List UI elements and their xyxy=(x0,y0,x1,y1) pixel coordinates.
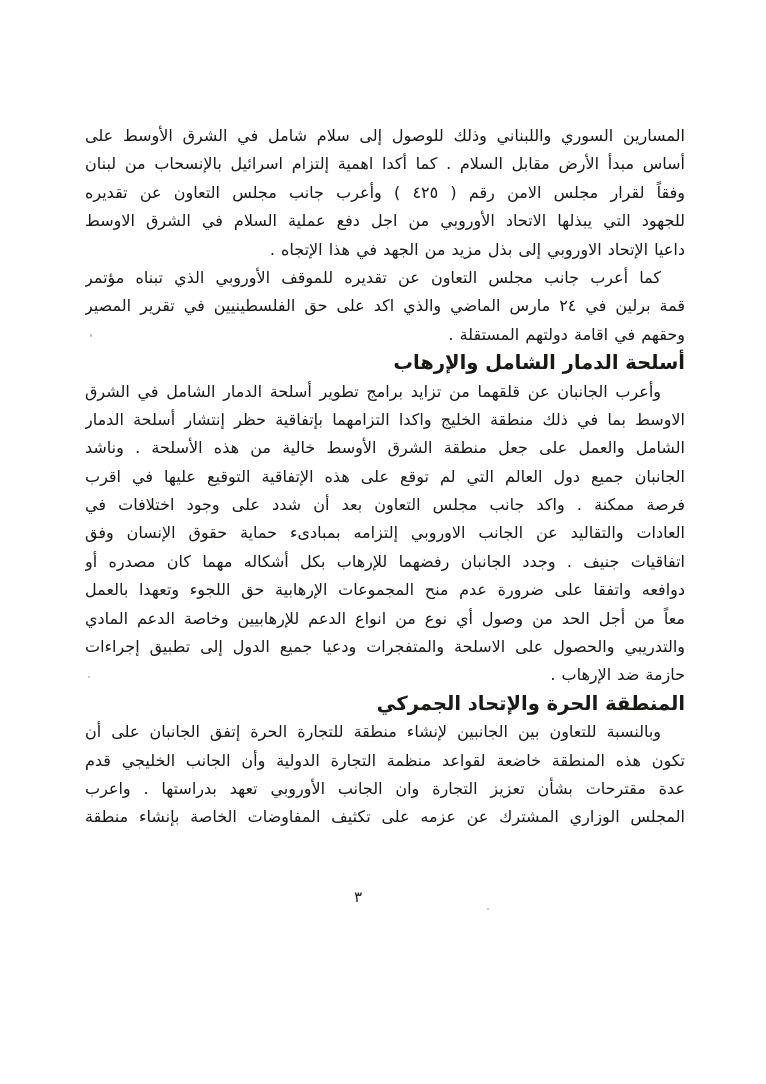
text-line: معاً من أجل الحد من وصول أي نوع من انواع الدعم للإرهابيين وخاصة الدعم المادي xyxy=(85,608,685,628)
text-line: فرصة ممكنة . واكد جانب مجلس التعاون بعد أن شدد على وجود اختلافات في xyxy=(85,495,685,515)
text-line: اتفاقيات جنيف . وجدد الجانبان رفضهما للإرهاب بكل أشكاله مهما كان مصدره أو xyxy=(85,551,685,571)
paragraph xyxy=(85,264,685,349)
text-line: كما أعرب جانب مجلس التعاون عن تقديره للموقف الأوروبي الذي تبناه مؤتمر xyxy=(85,267,661,287)
text-line: الجانبان جميع دول العالم التي لم توقع على هذه الإتفاقية التوقيع عليها في اقرب xyxy=(85,466,685,486)
text-line: حازمة ضد الإرهاب . xyxy=(550,665,685,685)
text-line: وبالنسبة للتعاون بين الجانبين لإنشاء منطقة للتجارة الحرة إتفق الجانبان على أن xyxy=(85,722,661,742)
text-line: وفقاً لقرار مجلس الامن رقم ( ٤٢٥ ) وأعرب جانب مجلس التعاون عن تقديره xyxy=(85,182,685,202)
scan-speck xyxy=(88,676,90,678)
text-line: داعيا الإتحاد الاوروبي إلى بذل مزيد من الجهد في هذا الإتجاه . xyxy=(269,239,685,259)
section-heading-wmd-terrorism: أسلحة الدمار الشامل والإرهاب xyxy=(393,351,685,375)
text-line: وأعرب الجانبان عن قلقهما من تزايد برامج تطوير أسلحة الدمار الشامل في الشرق xyxy=(85,381,661,401)
text-line: للجهود التي يبذلها الاتحاد الأوروبي من اجل دفع عملية السلام في الشرق الاوسط xyxy=(85,211,685,231)
scan-speck xyxy=(487,908,489,910)
text-line: دوافعه واتفقا على ضرورة عدم منح المجموعات الإرهابية حق اللجوء وتعهدا بالعمل xyxy=(85,580,685,600)
text-line: أساس مبدأ الأرض مقابل السلام . كما أكدا اهمية إلتزام اسرائيل بالإنسحاب من لبنان xyxy=(85,154,685,174)
paragraph xyxy=(85,718,685,832)
paragraph xyxy=(85,378,685,690)
text-line: والتدريبي والحصول على الاسلحة والمتفجرات ودعيا جميع الدول إلى تطبيق إجراءات xyxy=(85,637,685,657)
text-line: وحقهم في اقامة دولتهم المستقلة . xyxy=(448,324,685,344)
text-line: المسارين السوري واللبناني وذلك للوصول إلى سلام شامل في الشرق الأوسط على xyxy=(85,126,685,145)
text-line: الشامل والعمل على جعل منطقة الشرق الأوسط خالية من هذه الأسلحة . وناشد xyxy=(85,438,685,458)
text-line: عدة مقترحات بشأن تعزيز التجارة وان الجانب الأوروبي تعهد بدراستها . واعرب xyxy=(85,778,685,798)
paragraph xyxy=(85,122,685,264)
text-line: العادات والتقاليد عن الجانب الاوروبي إلتزامه بمبادىء حماية حقوق الإنسان وفق xyxy=(85,523,685,543)
page-number: ٣ xyxy=(353,888,363,906)
text-column xyxy=(85,122,685,832)
text-line: قمة برلين في ٢٤ مارس الماضي والذي اكد على حق الفلسطينيين في تقرير المصير xyxy=(85,296,685,316)
text-line: الاوسط بما في ذلك منطقة الخليج واكدا التزامهما بإتفاقية حظر إنتشار أسلحة الدمار xyxy=(85,409,685,429)
text-line: تكون هذه المنطقة خاضعة لقواعد منظمة التجارة الدولية وأن الجانب الخليجي قدم xyxy=(85,750,685,770)
text-line: المجلس الوزاري المشترك عن عزمه على تكثيف المفاوضات الخاصة بإنشاء منطقة xyxy=(85,807,685,827)
section-heading-free-trade-customs-union: المنطقة الحرة والإتحاد الجمركي xyxy=(376,691,685,715)
scan-speck xyxy=(90,334,92,337)
